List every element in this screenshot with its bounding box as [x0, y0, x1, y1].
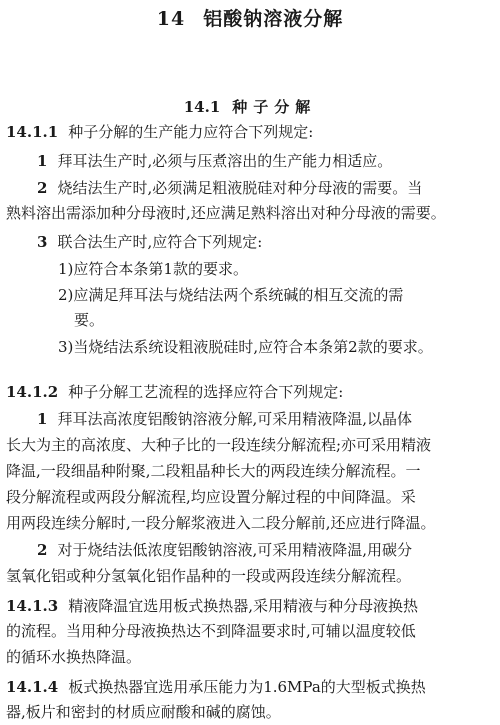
item-text: 烧结法生产时,必须满足粗液脱硅对种分母液的需要。当: [57, 179, 423, 197]
clause-number: 14.1.2: [6, 383, 59, 401]
continuation-line: 熟料溶出需添加种分母液时,还应满足熟料溶出对种分母液的需要。: [6, 204, 446, 222]
clause-14-1-3: [0, 596, 500, 616]
continuation-line: 降温,一段细晶种附聚,二段粗晶种长大的两段连续分解流程。一: [6, 462, 421, 480]
clause-14-1-4: [0, 677, 500, 697]
chapter-title-text: 铝酸钠溶液分解: [203, 8, 344, 30]
chapter-number: 14: [156, 8, 186, 30]
sub-item-3: 3)当烧结法系统设粗液脱硅时,应符合本条第2款的要求。: [58, 338, 433, 356]
section-number: 14.1: [183, 98, 221, 116]
item-number: 1: [37, 410, 48, 428]
item-number: 2: [37, 541, 48, 559]
section-title: [0, 96, 500, 117]
clause-text: 精液降温宜选用板式换热器,采用精液与种分母液换热: [68, 597, 418, 615]
continuation-line: 的循环水换热降温。: [6, 648, 142, 666]
clause-text: 种子分解工艺流程的选择应符合下列规定:: [68, 383, 344, 401]
continuation-line: 的流程。当用种分母液换热达不到降温要求时,可辅以温度较低: [6, 622, 416, 640]
item-number: 1: [37, 152, 48, 170]
item-number: 2: [37, 179, 48, 197]
clause-number: 14.1.4: [6, 678, 59, 696]
continuation-line: 要。: [74, 311, 105, 329]
clause-14-1-2: [0, 382, 500, 402]
continuation-line: 氢氧化铝或种分氢氧化铝作晶种的一段或两段连续分解流程。: [6, 567, 412, 585]
item-text: 拜耳法高浓度铝酸钠溶液分解,可采用精液降温,以晶体: [57, 410, 412, 428]
item-text: 联合法生产时,应符合下列规定:: [57, 233, 263, 251]
item-3: [0, 232, 500, 252]
item-text: 对于烧结法低浓度铝酸钠溶液,可采用精液降温,用碳分: [57, 541, 412, 559]
item-2: [0, 540, 500, 560]
continuation-line: 段分解流程或两段分解流程,均应设置分解过程的中间降温。采: [6, 488, 416, 506]
continuation-line: 用两段连续分解时,一段分解浆液进入二段分解前,还应进行降温。: [6, 514, 436, 532]
clause-number: 14.1.1: [6, 123, 59, 141]
clause-text: 种子分解的生产能力应符合下列规定:: [68, 123, 314, 141]
item-number: 3: [37, 233, 48, 251]
item-1: [0, 409, 500, 429]
item-2: [0, 178, 500, 198]
clause-number: 14.1.3: [6, 597, 59, 615]
continuation-line: 长大为主的高浓度、大种子比的一段连续分解流程;亦可采用精液: [6, 436, 432, 454]
sub-item-1: 1)应符合本条第1款的要求。: [58, 260, 248, 278]
clause-text: 板式换热器宜选用承压能力为1.6MPa的大型板式换热: [68, 678, 426, 696]
clause-14-1-1: [0, 122, 500, 142]
continuation-line: 器,板片和密封的材质应耐酸和碱的腐蚀。: [6, 703, 281, 721]
sub-item-2: 2)应满足拜耳法与烧结法两个系统碱的相互交流的需: [58, 286, 404, 304]
item-1: [0, 151, 500, 171]
section-title-text: 种子分解: [232, 98, 317, 116]
chapter-title: [0, 4, 500, 31]
item-text: 拜耳法生产时,必须与压煮溶出的生产能力相适应。: [57, 152, 393, 170]
